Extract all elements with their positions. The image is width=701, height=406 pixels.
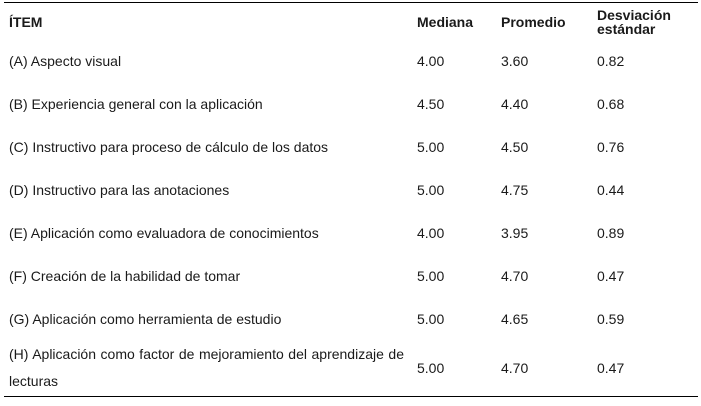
table-header <box>4 3 698 41</box>
table-row <box>4 340 698 397</box>
std-cell: 0.44 <box>597 181 625 198</box>
mean-cell: 4.40 <box>501 95 529 112</box>
item-cell: (E) Aplicación como evaluadora de conocimientos <box>9 224 319 241</box>
table-row <box>4 168 698 211</box>
median-cell: 5.00 <box>417 181 445 198</box>
mean-cell: 4.75 <box>501 181 529 198</box>
table-row <box>4 297 698 340</box>
std-cell: 0.76 <box>597 138 625 155</box>
table-row <box>4 82 698 125</box>
item-cell: (C) Instructivo para proceso de cálculo de los datos <box>9 138 329 155</box>
median-cell: 4.00 <box>417 53 445 69</box>
median-cell: 5.00 <box>417 360 445 376</box>
std-cell: 0.47 <box>597 267 625 284</box>
item-cell <box>4 340 412 397</box>
header-item: ÍTEM <box>9 13 43 30</box>
header-std-line2: estándar <box>597 20 656 37</box>
header-row <box>4 3 698 41</box>
table-body <box>4 40 698 397</box>
table-row <box>4 254 698 297</box>
item-cell: (B) Experiencia general con la aplicación <box>9 95 263 112</box>
table-row <box>4 211 698 254</box>
header-median: Mediana <box>417 13 474 30</box>
header-std <box>592 3 698 41</box>
std-cell: 0.47 <box>597 360 625 376</box>
mean-cell: 3.95 <box>501 224 529 241</box>
header-std-line1: Desviación <box>597 6 671 23</box>
median-cell: 5.00 <box>417 310 445 327</box>
item-cell: (D) Instructivo para las anotaciones <box>9 181 230 198</box>
median-cell: 4.00 <box>417 224 445 241</box>
mean-cell: 4.70 <box>501 360 529 376</box>
item-cell: (A) Aspecto visual <box>9 53 122 69</box>
median-cell: 5.00 <box>417 267 445 284</box>
std-cell: 0.82 <box>597 53 625 69</box>
mean-cell: 4.65 <box>501 310 529 327</box>
median-cell: 4.50 <box>417 95 445 112</box>
table-row <box>4 40 698 82</box>
item-text: (H) Aplicación como factor de mejoramiento del aprendizaje de lecturas <box>9 346 404 389</box>
std-cell: 0.59 <box>597 310 625 327</box>
header-mean: Promedio <box>501 13 566 30</box>
mean-cell: 4.70 <box>501 267 529 284</box>
table-row <box>4 125 698 168</box>
median-cell: 5.00 <box>417 138 445 155</box>
evaluation-table <box>4 2 698 397</box>
std-cell: 0.89 <box>597 224 625 241</box>
std-cell: 0.68 <box>597 95 625 112</box>
mean-cell: 3.60 <box>501 53 529 69</box>
mean-cell: 4.50 <box>501 138 529 155</box>
item-cell: (F) Creación de la habilidad de tomar <box>9 267 241 284</box>
item-cell: (G) Aplicación como herramienta de estudio <box>9 310 282 327</box>
